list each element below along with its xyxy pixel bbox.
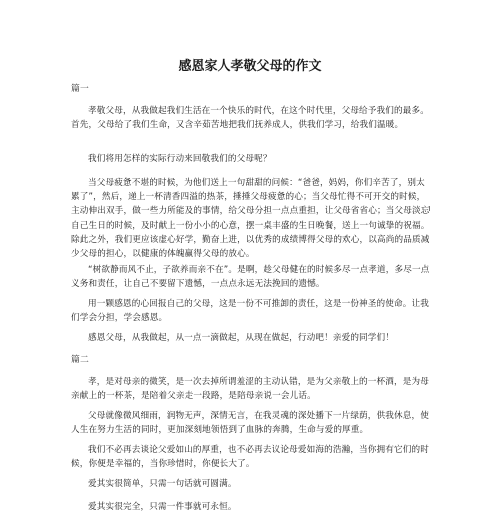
- paragraph-5: 用一颗感恩的心回报自己的父母，这是一份不可推卸的责任，这是一份神圣的使命。让我们学会分担，学会感恩。: [71, 299, 430, 324]
- section-heading-2: 篇二: [71, 355, 89, 365]
- paragraph-1: 孝敬父母，从我做起我们生活在一个快乐的时代，在这个时代里，父母给予我们的最多。首先，父母给了我们生命，又含辛茹苦地把我们抚养成人，供我们学习，给我们温暖。: [71, 106, 430, 131]
- paragraph-2: 我们将用怎样的实际行动来回敬我们的父母呢？: [88, 154, 272, 164]
- paragraph-4: “树欲静而风不止，子欲养而亲不在”。是啊，趁父母健在的时候多尽一点孝道，多尽一点义务和责任，让自己不要留下遗憾，一点点永远无法挽回的遗憾。: [71, 265, 430, 290]
- section-heading-1: 篇一: [71, 84, 89, 94]
- paragraph-8: 父母就像微风细雨，润物无声，深情无言，在我灵魂的深处播下一片绿荫，供我休息，使人生在努力生活的同时，更加深刻地领悟到了血脉的奔腾，生命与爱的厚重。: [71, 411, 430, 436]
- paragraph-11: 爱其实很完全，只需一件事就可永恒。: [88, 502, 237, 512]
- paragraph-10: 爱其实很简单，只需一句话就可圆满。: [88, 479, 237, 489]
- document-title: 感恩家人孝敬父母的作文: [178, 59, 322, 74]
- paragraph-9: 我们不必再去谈论父爱如山的厚重，也不必再去议论母爱如海的浩瀚，当你拥有它们的时候，你便是幸福的，当你珍惜时，你便长大了。: [71, 445, 430, 470]
- margin-mark: [429, 206, 430, 211]
- paragraph-6: 感恩父母，从我做起，从一点一滴做起，从现在做起，行动吧！亲爱的同学们！: [88, 333, 395, 343]
- paragraph-3: 当父母疲惫不堪的时候，为他们送上一句甜甜的问候：“爸爸，妈妈，你们辛苦了，别太累了”，然后，递上一杯清香四溢的热茶，捶捶父母疲惫的心；当父母忙得不可开交的时候，主动伸出双手，做一些力所能及的事情，给父母分担一点点重担，让父母省省心；当父母淡忘自己生日的时候，及时献上一份小小的心意，摆一桌丰盛的生日晚餐，送上一句诚挚的祝福。除此之外，我们更应该虚心好学，勤奋上进，以优秀的成绩博得父母的欢心，以高尚的品质减少父母的担心，以健康的体魄赢得父母的放心。: [71, 178, 430, 260]
- paragraph-7: 孝，是对母亲的微笑，是一次去掉所谓羞涩的主动认错，是为父亲敬上的一杯酒，是为母亲献上的一杯茶，是陪着父亲走一段路，是陪母亲说一会儿话。: [71, 377, 430, 402]
